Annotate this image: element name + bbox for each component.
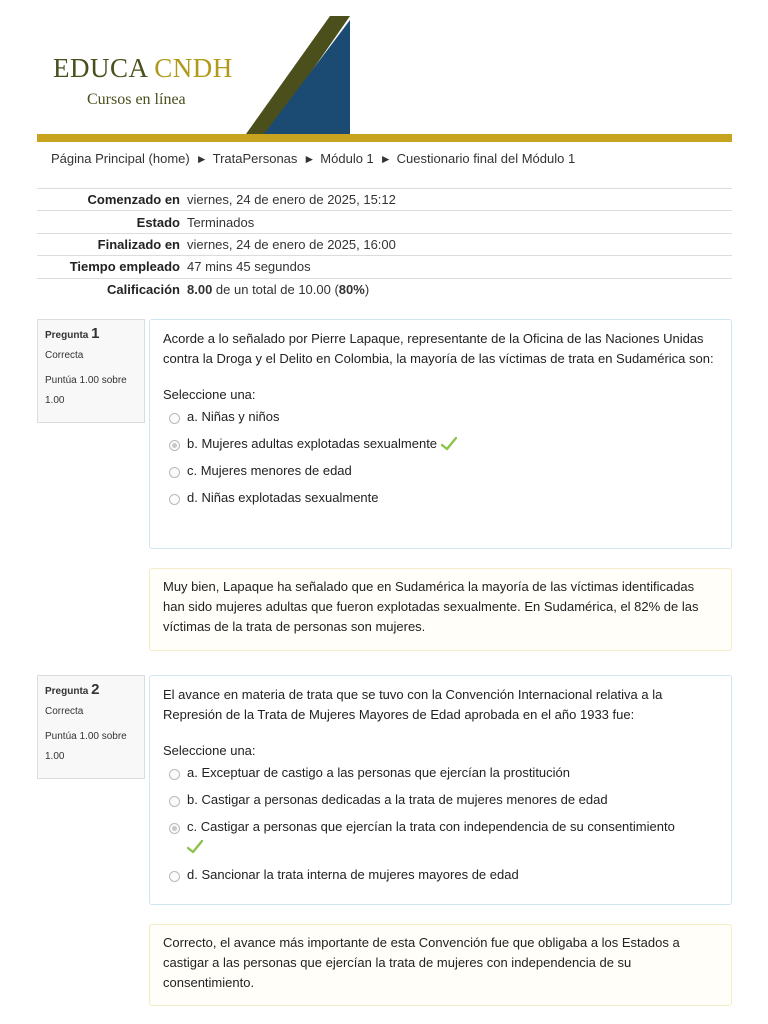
question-number: 1 — [91, 325, 100, 342]
grade-score: 8.00 — [187, 282, 213, 297]
breadcrumb-quiz-link[interactable]: Cuestionario final del Módulo 1 — [396, 151, 576, 166]
question-state: Correcta — [45, 706, 84, 717]
summary-label: Comenzado en — [87, 192, 180, 208]
question-grade: Puntúa 1.00 sobre 1.00 — [45, 375, 127, 406]
summary-row-grade — [37, 278, 732, 300]
summary-value: viernes, 24 de enero de 2025, 16:00 — [187, 236, 396, 252]
summary-value: 47 mins 45 segundos — [187, 259, 311, 275]
breadcrumb-home-link[interactable]: Página Principal (home) — [51, 151, 190, 166]
radio-button[interactable] — [169, 413, 180, 424]
answer-option-c[interactable] — [163, 818, 718, 866]
logo-subtitle: Cursos en línea — [87, 91, 186, 108]
answer-label: a. Niñas y niños — [187, 409, 280, 424]
answer-list — [163, 408, 718, 516]
question-info-2 — [37, 675, 145, 779]
answer-label: a. Exceptuar de castigo a las personas que ejercían la prostitución — [187, 765, 571, 780]
logo-graphic — [246, 16, 366, 136]
answer-option-b[interactable] — [163, 791, 718, 818]
breadcrumb-separator: ► — [379, 152, 392, 166]
answer-label: c. Castigar a personas que ejercían la trata con independencia de su consentimiento — [187, 819, 675, 834]
site-header — [37, 0, 732, 142]
question-label: Pregunta — [45, 330, 89, 341]
answer-list — [163, 764, 718, 893]
answer-label: c. Mujeres menores de edad — [187, 463, 352, 478]
answer-option-c[interactable] — [163, 462, 718, 489]
question-grade: Puntúa 1.00 sobre 1.00 — [45, 731, 127, 762]
answer-label: b. Mujeres adultas explotadas sexualmente — [187, 436, 438, 451]
radio-button-selected[interactable] — [169, 823, 180, 834]
question-box-2 — [149, 675, 732, 905]
answer-label: b. Castigar a personas dedicadas a la trata de mujeres menores de edad — [187, 792, 608, 807]
breadcrumb-course-link[interactable]: TrataPersonas — [212, 151, 298, 166]
grade-close-paren: ) — [364, 282, 370, 297]
question-box-1 — [149, 319, 732, 549]
question-info-1 — [37, 319, 145, 423]
radio-button[interactable] — [169, 769, 180, 780]
summary-row-finished — [37, 233, 732, 255]
grade-total-text: de un total de 10.00 ( — [212, 282, 339, 297]
answer-label: d. Niñas explotadas sexualmente — [187, 490, 379, 505]
radio-button[interactable] — [169, 796, 180, 807]
summary-label: Calificación — [107, 282, 180, 297]
check-icon — [187, 840, 203, 854]
question-number: 2 — [91, 681, 100, 698]
breadcrumb-module-link[interactable]: Módulo 1 — [320, 151, 374, 166]
answer-option-a[interactable] — [163, 764, 718, 791]
summary-value: Terminados — [187, 214, 255, 230]
breadcrumb-separator: ► — [303, 152, 316, 166]
answer-option-d[interactable] — [163, 489, 718, 516]
answer-option-b[interactable] — [163, 435, 718, 462]
grade-percent: 80% — [338, 282, 365, 297]
feedback-box-1: Muy bien, Lapaque ha señalado que en Sudamérica la mayoría de las víctimas identificadas han sido mujeres adultas que fueron explotadas sexualmente. En Sudamérica, el 82% de las víctimas de la trata de personas son mujeres. — [149, 568, 732, 651]
answer-option-a[interactable] — [163, 408, 718, 435]
radio-button-selected[interactable] — [169, 440, 180, 451]
answer-option-d[interactable] — [163, 866, 718, 893]
summary-value — [187, 278, 732, 300]
question-label: Pregunta — [45, 686, 89, 697]
answer-prompt: Seleccione una: — [163, 743, 256, 758]
radio-button[interactable] — [169, 871, 180, 882]
summary-label: Finalizado en — [97, 236, 180, 252]
summary-value: viernes, 24 de enero de 2025, 15:12 — [187, 192, 396, 208]
question-text: Acorde a lo señalado por Pierre Lapaque, representante de la Oficina de las Naciones Unidas contra la Droga y el Delito en Colombia, la mayoría de las víctimas de trata en Sudamérica son: — [163, 331, 714, 366]
summary-row-state — [37, 211, 732, 233]
attempt-summary-table — [37, 188, 732, 300]
logo-word-cndh: CNDH — [154, 53, 233, 83]
feedback-box-2: Correcto, el avance más importante de esta Convención fue que obligaba a los Estados a castigar a las personas que ejercían la trata de mujeres con independencia de su consentimiento. — [149, 924, 732, 1006]
answer-prompt: Seleccione una: — [163, 387, 256, 402]
logo-word-educa: EDUCA — [53, 53, 148, 83]
answer-label: d. Sancionar la trata interna de mujeres mayores de edad — [187, 867, 519, 882]
summary-row-started — [37, 189, 732, 211]
breadcrumb — [51, 151, 575, 166]
radio-button[interactable] — [169, 494, 180, 505]
summary-row-time — [37, 256, 732, 278]
summary-label: Tiempo empleado — [69, 259, 180, 275]
logo-title[interactable] — [53, 53, 233, 84]
question-text: El avance en materia de trata que se tuvo con la Convención Internacional relativa a la Represión de la Trata de Mujeres Mayores de Edad aprobada en el año 1933 fue: — [163, 687, 663, 722]
check-icon — [441, 437, 457, 451]
header-gold-bar — [37, 134, 732, 142]
summary-label: Estado — [136, 214, 180, 230]
breadcrumb-separator: ► — [195, 152, 208, 166]
question-state: Correcta — [45, 350, 84, 361]
radio-button[interactable] — [169, 467, 180, 478]
